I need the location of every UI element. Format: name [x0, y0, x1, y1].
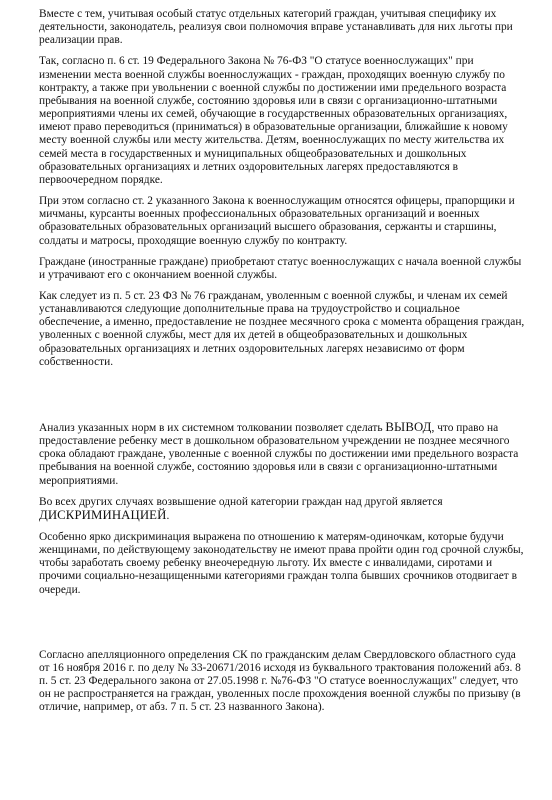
section-spacer-2	[39, 605, 525, 649]
document-page	[39, 8, 525, 723]
paragraph-analysis	[39, 421, 525, 488]
paragraph-article-23: Как следует из п. 5 ст. 23 ФЗ № 76 гражданам, уволенным с военной службы, и членам их семей устанавливаются следующие дополнительные права на трудоустройство и социальное обеспечение, а именно, предоставление не позднее месячного срока с момента обращения граждан, уволенных с военной службы, мест для их детей в общеобразовательных и дошкольных образовательных организациях и летних оздоровительных лагерях независимо от форм собственности.	[39, 289, 525, 368]
paragraph-article-19: Так, согласно п. 6 ст. 19 Федерального Закона № 76-ФЗ "О статусе военнослужащих" при изменении места военной службы военнослужащих - граждан, проходящих военную службу по контракту, а также при увольнении с военной службы по достижении ими предельного возраста пребывания на военной службе, состоянию здоровья или в связи с организационно-штатными мероприятиями члены их семей, обучающие в государственных образовательных организациях, имеют право переводиться (приниматься) в образовательные организации, ближайшие к новому месту военной службы или месту жительства. Детям, военнослужащих по месту жительства их семей места в государственных и муниципальных общеобразовательных и дошкольных образовательных организациях и летних оздоровительных лагерях предоставляются в первоочередном порядке.	[39, 55, 508, 186]
discrimination-text-start: Во всех других случаях возвышение одной категории граждан над другой является	[39, 495, 443, 508]
discrimination-keyword: ДИСКРИМИНАЦИЕЙ	[39, 507, 167, 522]
discrimination-text-end: .	[166, 509, 170, 522]
paragraph-status: Граждане (иностранные граждане) приобретают статус военнослужащих с начала военной службы и утрачивают его с окончанием военной службы.	[39, 255, 522, 281]
section-spacer	[39, 377, 525, 421]
paragraph-article-2: При этом согласно ст. 2 указанного Закона к военнослужащим относятся офицеры, прапорщики и мичманы, курсанты военных профессиональных образовательных организаций и военных образовательных образовательных организаций высшего образования, сержанты и старшины, солдаты и матросы, проходящие военную службу по контракту.	[39, 195, 515, 247]
paragraph-single-mothers: Особенно ярко дискриминация выражена по отношению к матерям-одиночкам, которые будучи женщинами, по действующему законодательству не имеют права пройти один год срочной службы, чтобы заработать своему ребенку внеочередную льготу. Их вместе с инвалидами, сиротами и прочими социально-незащищенными категориями граждан толпа бывших срочников отодвигает в очереди.	[39, 531, 524, 596]
analysis-text-start: Анализ указанных норм в их системном толковании позволяет сделать	[39, 421, 386, 434]
conclusion-keyword: ВЫВОД	[385, 419, 432, 434]
paragraph-discrimination	[39, 496, 525, 523]
paragraph-court-ruling: Согласно апелляционного определения СК по гражданским делам Свердловского областного суда от 16 ноября 2016 г. по делу № 33-20671/2016 исходя из буквального трактования положений абз. 8 п. 5 ст. 23 Федерального закона от 27.05.1998 г. №76-ФЗ "О статусе военнослужащих" следует, что он не распространяется на граждан, уволенных после прохождения военной службы по призыву (в отличие, например, от абз. 7 п. 5 ст. 23 названного Закона).	[39, 648, 521, 714]
paragraph-intro: Вместе с тем, учитывая особый статус отдельных категорий граждан, учитывая специфику их деятельности, законодатель, реализуя свои полномочия вправе устанавливать для них льготы при реализации прав.	[39, 8, 513, 47]
analysis-text-end: , что право на предоставление ребенку мест в дошкольном образовательном учреждении не позднее месячного срока обладают граждане, уволенные с военной службы по достижении ими предельного возраста пребывания на военной службе, состоянию здоровья или в связи с организационно-штатными мероприятиями.	[39, 421, 519, 487]
